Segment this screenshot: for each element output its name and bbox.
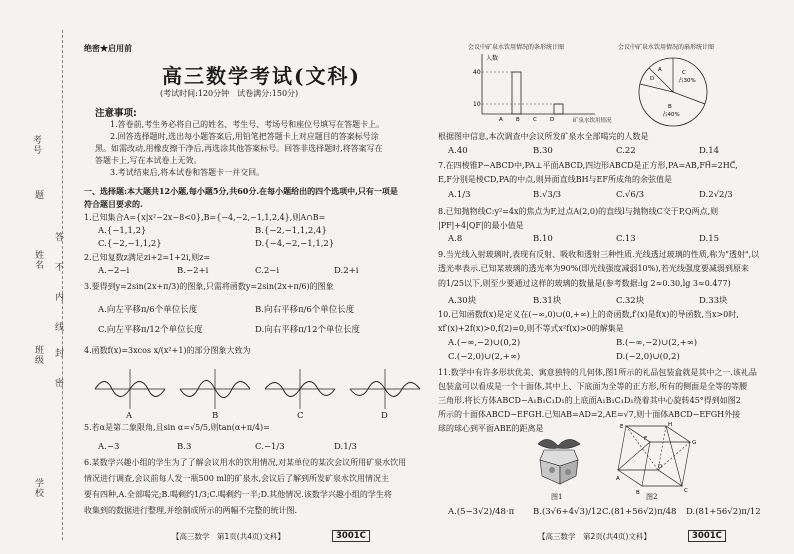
q1-stem: 1.已知集合A={x|x²−2x−8<0},B={−4,−2,−1,1,2,4},则A∩B= bbox=[84, 213, 326, 222]
q7-option-b: B.√3/3 bbox=[533, 190, 562, 200]
q5-option-c: C.−1/3 bbox=[255, 442, 285, 452]
notes-heading: 注意事项: bbox=[95, 108, 137, 119]
q11-option-c: C.(81+56√2)π/48 bbox=[602, 507, 677, 517]
note-line: 1.答卷前,考生务必将自己的姓名、考生号、考场号和座位号填写在答题卡上。 bbox=[110, 120, 385, 129]
vertex-a: A bbox=[616, 476, 620, 482]
q7-option-c: C.√6/3 bbox=[616, 190, 644, 200]
margin-inside: 内 bbox=[53, 292, 63, 302]
q11-line: 球的球心到平面ABE的距离是 bbox=[438, 424, 544, 433]
q8-option-c: C.13 bbox=[616, 234, 636, 244]
bar-xlabel: 矿泉水饮用情况 bbox=[573, 118, 612, 124]
q4-label-b: B bbox=[212, 411, 219, 421]
q2-option-b: B.−2+i bbox=[177, 266, 209, 276]
q6-line: 要有四种,A.全部喝完;B.喝剩约1/3;C.喝剩约一半;D.其他情况.该数学兴趣小组的学生将 bbox=[84, 490, 392, 499]
q9-option-b: B.31块 bbox=[533, 296, 562, 306]
q9-line: 的1/25以下,则至少要通过这样的玻璃的数量是(参考数据:lg 2≈0.30,lg 3≈0.477) bbox=[438, 279, 731, 288]
pie-label-b-pct: 占40% bbox=[662, 112, 680, 118]
graph-c bbox=[265, 369, 335, 409]
q10-option-b: B.(−∞,−2)∪(2,+∞) bbox=[616, 338, 698, 348]
bar-xlabel-b: B bbox=[516, 117, 520, 122]
q6-line: 收集到的数据进行整理,并绘制成所示的两幅不完整的统计图. bbox=[84, 506, 298, 515]
note-line: 答题卡上,写在本试卷上无效。 bbox=[95, 156, 202, 165]
q7-stem-cont: E,F分别是棱CD,PA的中点,则异面直线BH与EF所成角的余弦值是 bbox=[438, 175, 672, 184]
vertex-h: H bbox=[668, 422, 673, 428]
bar-d bbox=[554, 104, 563, 114]
q5-stem: 5.若α是第二象限角,且sin α=√5/5,则tan(α+π/4)= bbox=[84, 423, 270, 432]
page-title: 高三数学考试(文科) bbox=[162, 64, 361, 88]
q5-option-d: D.1/3 bbox=[334, 442, 357, 452]
q7-stem: 7.在四棱锥P−ABCD中,PA⊥平面ABCD,四边形ABCD是正方形,PA=AB,FH⃗=2HC⃗, bbox=[438, 161, 738, 170]
bar-ytick-40: 40 bbox=[473, 69, 481, 76]
bar-ytick-10: 10 bbox=[473, 101, 481, 108]
q2-option-a: A.−2−i bbox=[98, 266, 130, 276]
footer-page-1: 【高三数学 第1页(共4页)文科】 bbox=[172, 532, 285, 541]
margin-dense: 密 bbox=[53, 378, 63, 388]
secret-label: 绝密★启用前 bbox=[84, 43, 132, 53]
q11-option-a: A.(5−3√2)/48·π bbox=[448, 507, 515, 517]
pie-label-c-pct: 占30% bbox=[678, 78, 696, 84]
q6-line: 6.某数学兴趣小组的学生为了了解会议用水的饮用情况,对某单位的某次会议所用矿泉水饮用 bbox=[84, 458, 407, 467]
q10-stem: 10.已知函数f(x)是定义在(−∞,0)∪(0,+∞)上的奇函数,f′(x)是f(x)的导函数,当x>0时, bbox=[438, 310, 739, 319]
margin-exam-no: 考号 bbox=[31, 135, 41, 155]
q1-option-d: D.{−4,−2,−1,1,2} bbox=[255, 239, 335, 249]
margin-school: 学校 bbox=[33, 478, 43, 498]
footer-page-2: 【高三数学 第2页(共4页)文科】 bbox=[538, 532, 651, 541]
q8-stem: 8.已知抛物线C:y²=4x的焦点为F,过点A(2,0)的直线l与抛物线C交于P,Q两点,则 bbox=[438, 207, 719, 216]
margin-name: 姓名 bbox=[33, 250, 43, 270]
q6-line: 情况进行调查,会议前每人发一瓶500 ml的矿泉水,会议后了解到所发矿泉水饮用情况主 bbox=[84, 474, 390, 483]
q3-option-a: A.向左平移π/6个单位长度 bbox=[98, 305, 198, 315]
bar-xlabel-c: C bbox=[533, 117, 537, 122]
figure-2-label: 图2 bbox=[646, 493, 658, 501]
q2-stem: 2.已知复数z满足zi+2=1+2i,则z= bbox=[84, 253, 211, 262]
q6-question: 根据图中信息,本次调查中会议所发矿泉水全部喝完的人数是 bbox=[438, 132, 649, 141]
q3-option-d: D.向右平移π/12个单位长度 bbox=[255, 325, 360, 335]
q1-option-a: A.{−1,1,2} bbox=[98, 226, 147, 236]
q7-option-d: D.2√2/3 bbox=[699, 190, 733, 200]
vertex-f: F bbox=[644, 436, 648, 442]
q9-line: 透光率表示.已知某玻璃的透光率为90%(即光线强度减弱10%),若光线强度要减弱到原来 bbox=[438, 264, 749, 273]
section-heading-cont: 符合题目要求的. bbox=[84, 199, 143, 209]
q11-option-b: B.(3√6+4√3)/12 bbox=[533, 507, 602, 517]
margin-seal: 封 bbox=[53, 348, 63, 358]
q6-option-b: B.30 bbox=[533, 146, 553, 156]
q8-option-a: A.8 bbox=[448, 234, 463, 244]
section-heading: 一、选择题:本大题共12小题,每小题5分,共60分.在每小题给出的四个选项中,只有一项是 bbox=[84, 186, 398, 196]
vertex-b: B bbox=[636, 490, 640, 496]
q3-option-c: C.向左平移π/12个单位长度 bbox=[98, 325, 203, 335]
graph-d bbox=[350, 369, 420, 409]
q10-stem-cont: xf′(x)+2f(x)>0,f(2)=0,则不等式x²f(x)>0的解集是 bbox=[438, 324, 624, 333]
binding-line bbox=[62, 30, 63, 540]
q8-option-d: D.15 bbox=[699, 234, 720, 244]
vertex-c: C bbox=[684, 488, 688, 494]
pie-label-c: C bbox=[682, 70, 686, 76]
decahedron-figure bbox=[608, 420, 700, 498]
margin-no: 不 bbox=[53, 262, 63, 272]
margin-line: 线 bbox=[53, 322, 63, 332]
q5-option-b: B.3 bbox=[177, 442, 192, 452]
q6-option-d: D.14 bbox=[699, 146, 720, 156]
gift-box-figure bbox=[530, 432, 590, 494]
bar-chart bbox=[470, 52, 600, 122]
q5-option-a: A.−3 bbox=[98, 442, 120, 452]
q10-option-c: C.(−2,0)∪(2,+∞) bbox=[448, 352, 521, 362]
q10-option-a: A.(−∞,−2)∪(0,2) bbox=[448, 338, 521, 348]
q2-option-d: D.2+i bbox=[334, 266, 359, 276]
subtitle: (考试时间:120分钟 试卷满分:150分) bbox=[160, 89, 299, 98]
margin-class: 班级 bbox=[33, 345, 43, 365]
graph-a bbox=[95, 369, 165, 409]
pie-label-b: B bbox=[668, 104, 672, 110]
note-line: 3.考试结束后,将本试卷和答题卡一并交回。 bbox=[110, 168, 265, 177]
margin-answer: 答 bbox=[53, 232, 63, 242]
q2-option-c: C.2−i bbox=[255, 266, 280, 276]
q6-option-c: C.22 bbox=[616, 146, 636, 156]
q9-option-c: C.32块 bbox=[616, 296, 645, 306]
note-line: 黑。如需改动,用橡皮擦干净后,再选涂其他答案标号。回答非选择题时,将答案写在 bbox=[95, 144, 383, 153]
q9-line: 9.当光线入射玻璃时,表现有反射、吸收和透射三种性质.光线透过玻璃的性质,称为"透射",以 bbox=[438, 250, 760, 259]
q4-label-d: D bbox=[381, 411, 388, 421]
q4-label-c: C bbox=[297, 411, 304, 421]
pie-label-d: D bbox=[650, 76, 655, 82]
vertex-g: G bbox=[692, 440, 697, 446]
vertex-d: D bbox=[658, 464, 663, 470]
pie-chart-title: 会议中矿泉水饮用情况的扇形统计图 bbox=[618, 44, 715, 51]
figure-1-label: 图1 bbox=[551, 493, 563, 501]
q9-option-a: A.30块 bbox=[448, 296, 477, 306]
q4-stem: 4.函数f(x)=3xcos x/(x²+1)的部分图象大致为 bbox=[84, 346, 251, 355]
q8-option-b: B.10 bbox=[533, 234, 553, 244]
pie-label-a: A bbox=[658, 67, 662, 73]
q4-graph-options bbox=[90, 364, 430, 414]
q7-option-a: A.1/3 bbox=[448, 190, 471, 200]
vertex-e: E bbox=[620, 424, 624, 430]
bar-xlabel-a: A bbox=[499, 117, 503, 122]
pie-chart bbox=[628, 52, 718, 132]
bar-a bbox=[512, 72, 521, 114]
q1-option-b: B.{−2,−1,1,2,4} bbox=[255, 226, 327, 236]
bar-ylabel: 人数 bbox=[486, 55, 499, 62]
q11-line: 包装盒可以看成是一个十面体,其中上、下底面为全等的正方形,所有的侧面是全等的等腰 bbox=[438, 382, 748, 391]
q11-line: 三角形.将长方体ABCD−A₁B₁C₁D₁的上底面A₁B₁C₁D₁绕着其中心旋转45°得到如图2 bbox=[438, 396, 741, 405]
q9-option-d: D.33块 bbox=[699, 296, 728, 306]
q3-stem: 3.要得到y=2sin(2x+π/3)的图象,只需将函数y=2sin(2x+π/6)的图象 bbox=[84, 282, 334, 291]
q1-option-c: C.{−2,−1,1,2} bbox=[98, 239, 162, 249]
bar-xlabel-d: D bbox=[550, 117, 555, 122]
bar-chart-title: 会议中矿泉水饮用情况的条形统计图 bbox=[468, 44, 565, 51]
q11-line: 所示的十面体ABCD−EFGH.已知AB=AD=2,AE=√7,则十面体ABCD−EFGH外接 bbox=[438, 410, 741, 419]
q11-line: 11.数学中有许多形状优美、寓意独特的几何体,图1所示的礼品包装盒就是其中之一.该礼品 bbox=[438, 368, 757, 377]
q4-label-a: A bbox=[126, 411, 133, 421]
q10-option-d: D.(−2,0)∪(0,2) bbox=[616, 352, 680, 362]
footer-code-2: 3001C bbox=[688, 530, 726, 542]
margin-question: 题 bbox=[33, 190, 43, 200]
q11-option-d: D.(81+56√2)π/12 bbox=[686, 507, 761, 517]
note-line: 2.回答选择题时,选出每小题答案后,用铅笔把答题卡上对应题目的答案标号涂 bbox=[110, 132, 379, 141]
q6-option-a: A.40 bbox=[448, 146, 468, 156]
q3-option-b: B.向右平移π/6个单位长度 bbox=[255, 305, 355, 315]
footer-code-1: 3001C bbox=[332, 530, 370, 542]
q8-stem-cont: |PF|+4|QF|的最小值是 bbox=[438, 221, 524, 230]
graph-b bbox=[180, 369, 250, 409]
